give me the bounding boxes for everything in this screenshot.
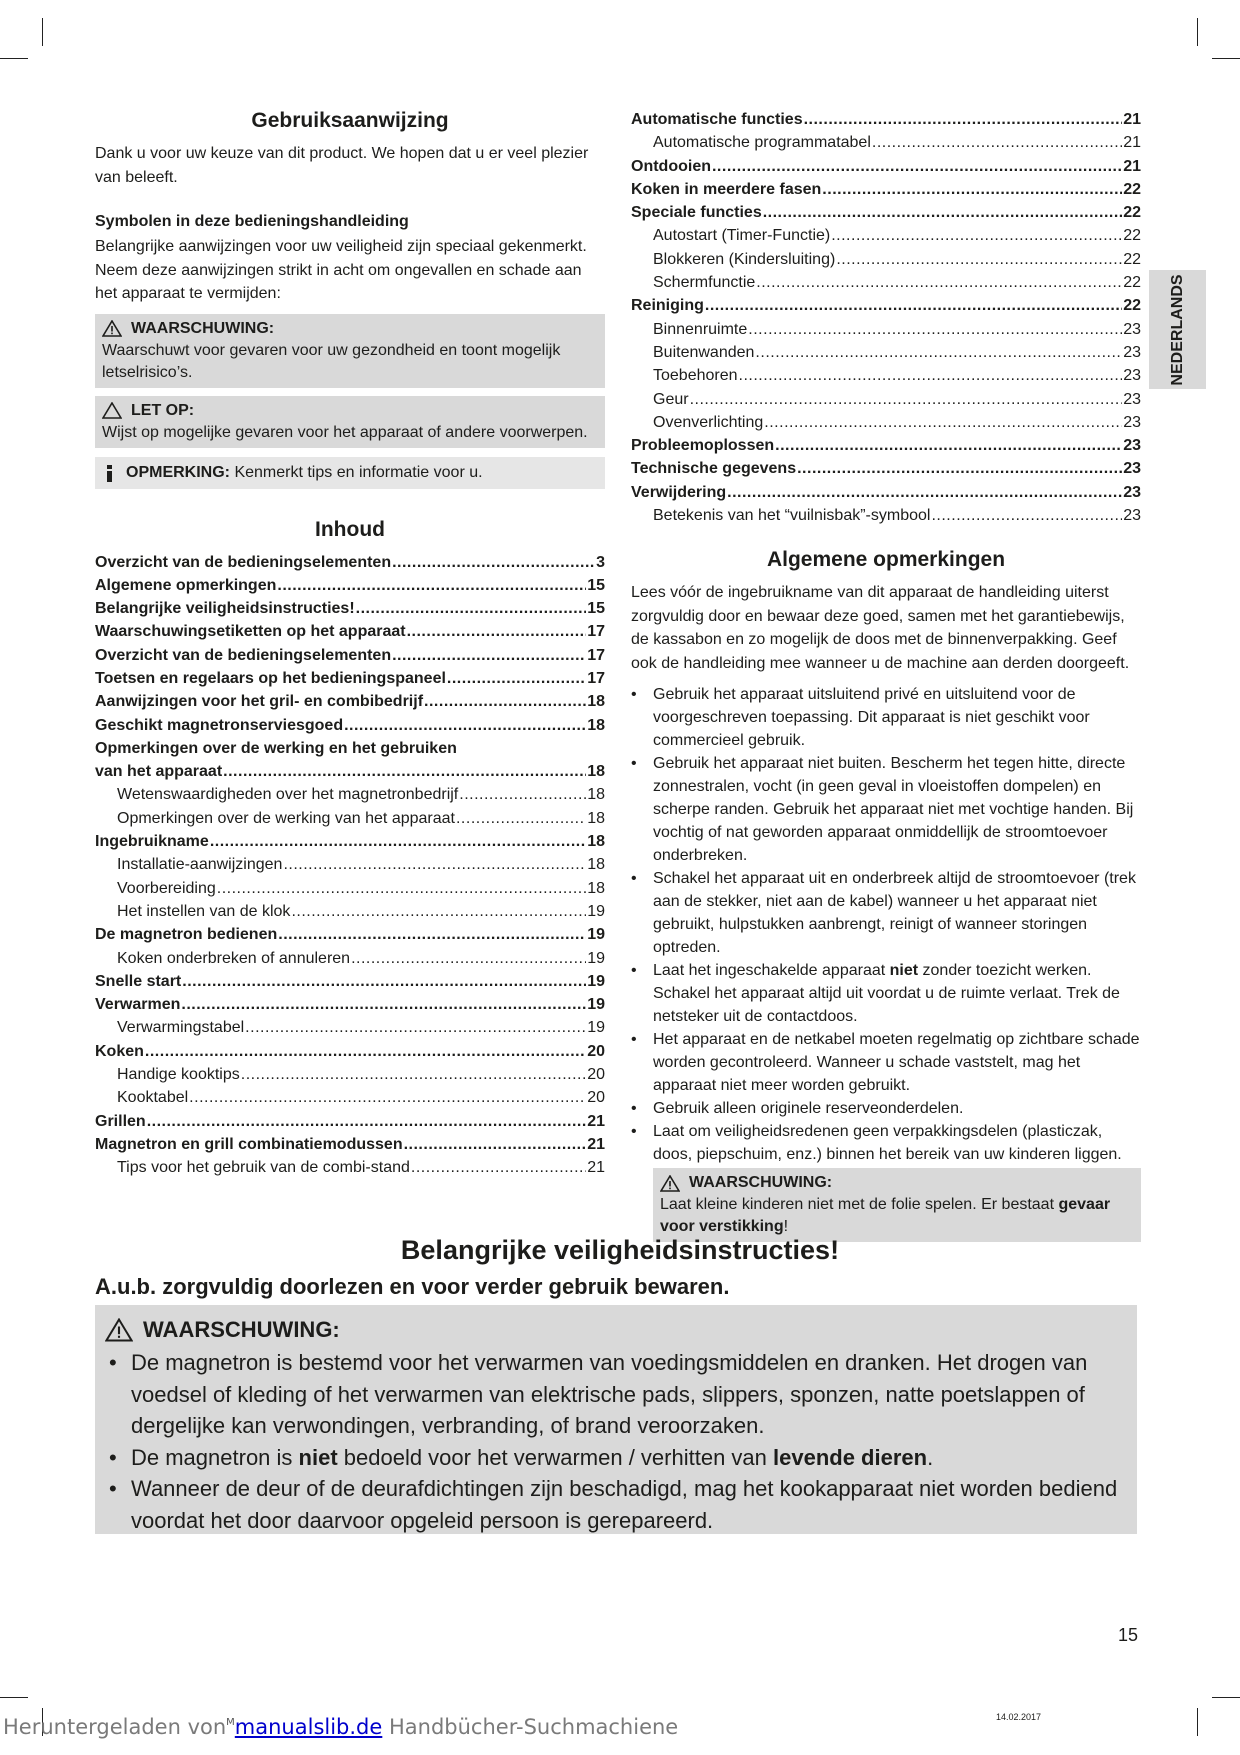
list-item: • Schakel het apparaat uit en onderbreek altijd de stroomtoevoer (trek aan de stekker, niet aan de kabel) wanneer u het apparaat niet gebruikt, hulpstukken aanbrengt, reinigt of wanneer storingen optreden. — [631, 867, 1141, 959]
toc-entry: Reiniging ..... 22 — [631, 294, 1141, 317]
warning-label: WAARSCHUWING: — [131, 319, 275, 337]
toc-page-number: 20 — [587, 1089, 605, 1107]
toc-entry: Betekenis van het “vuilnisbak”-symbool ..... 23 — [631, 504, 1141, 527]
toc-entry: Ovenverlichting ..... 23 — [631, 411, 1141, 434]
toc-page-number: 19 — [587, 902, 605, 920]
toc-entry: Geur ..... 23 — [631, 388, 1141, 411]
toc-entry: Snelle start ..... 19 — [95, 970, 605, 993]
general-bullet-list — [631, 683, 1141, 1166]
toc-entry: Speciale functies ..... 22 — [631, 201, 1141, 224]
toc-page-number: 15 — [587, 576, 605, 594]
toc-entry: Installatie-aanwijzingen ..... 18 — [95, 853, 605, 876]
toc-page-number: 23 — [1123, 367, 1141, 385]
toc-page-number: 18 — [587, 693, 605, 711]
crop-mark — [1197, 18, 1198, 46]
toc-entry: Technische gegevens ..... 23 — [631, 457, 1141, 480]
toc-page-number: 23 — [1123, 507, 1141, 525]
list-item: • Gebruik alleen originele reserveonderdelen. — [631, 1097, 1141, 1120]
crop-mark — [0, 1697, 28, 1698]
toc-entry: De magnetron bedienen ..... 19 — [95, 923, 605, 946]
toc-entry: Probleemoplossen ..... 23 — [631, 434, 1141, 457]
safety-title: Belangrijke veiligheidsinstructies! — [400, 1235, 840, 1265]
list-item: • Laat om veiligheidsredenen geen verpakkingsdelen (plasticzak, doos, piepschuim, enz.) binnen het bereik van uw kinderen liggen. — [631, 1120, 1141, 1166]
toc-entry: Automatische programmatabel ..... 21 — [631, 131, 1141, 154]
toc-entry: van het apparaat ..... 18 — [95, 760, 605, 783]
toc-page-number: 22 — [1123, 297, 1141, 315]
toc-entry: Tips voor het gebruik van de combi-stand ..... 21 — [95, 1156, 605, 1179]
language-tab — [1149, 270, 1206, 389]
toc-page-number: 23 — [1123, 460, 1141, 478]
toc-page-number: 18 — [587, 856, 605, 874]
caution-box — [95, 396, 605, 448]
warning-triangle-icon — [105, 1318, 133, 1342]
toc-entry: Ontdooien ..... 21 — [631, 155, 1141, 178]
print-date: 14.02.2017 — [996, 1712, 1042, 1722]
toc-page-number: 19 — [587, 972, 605, 990]
toc-left — [95, 551, 605, 1180]
toc-page-number: 23 — [1123, 343, 1141, 361]
toc-page-number: 23 — [1123, 437, 1141, 455]
toc-page-number: 17 — [587, 623, 605, 641]
note-box — [95, 457, 605, 489]
toc-entry: Verwarmingstabel ..... 19 — [95, 1016, 605, 1039]
toc-entry: Grillen ..... 21 — [95, 1110, 605, 1133]
crop-mark — [1197, 1708, 1198, 1736]
toc-page-number: 20 — [587, 1066, 605, 1084]
toc-page-number: 20 — [587, 1042, 605, 1060]
toc-page-number: 21 — [587, 1159, 605, 1177]
safety-bullet-list — [105, 1347, 1125, 1536]
toc-right — [631, 108, 1141, 527]
toc-page-number: 19 — [587, 949, 605, 967]
toc-page-number: 3 — [596, 553, 605, 571]
warning-box — [95, 314, 605, 388]
toc-entry: Toetsen en regelaars op het bedieningspaneel ..... 17 — [95, 667, 605, 690]
download-footer: Heruntergeladen von$^M$manualslib.de Handbücher-Suchmachiene — [3, 1715, 679, 1739]
toc-page-number: 18 — [587, 786, 605, 804]
right-column — [631, 108, 1141, 1242]
toc-page-number: 18 — [587, 763, 605, 781]
info-icon — [105, 465, 114, 481]
toc-entry: Autostart (Timer-Functie) ..... 22 — [631, 224, 1141, 247]
toc-entry: Opmerkingen over de werking en het gebruiken — [95, 739, 457, 757]
toc-page-number: 21 — [1123, 157, 1141, 175]
toc-entry: Toebehoren ..... 23 — [631, 364, 1141, 387]
crop-mark — [42, 18, 43, 46]
safety-warning-label: WAARSCHUWING: — [143, 1317, 340, 1342]
toc-page-number: 23 — [1123, 390, 1141, 408]
toc-entry: Overzicht van de bedieningselementen ..... 17 — [95, 644, 605, 667]
toc-entry: Ingebruikname ..... 18 — [95, 830, 605, 853]
toc-entry: Opmerkingen over de werking van het apparaat ..... 18 — [95, 807, 605, 830]
toc-page-number: 23 — [1123, 413, 1141, 431]
toc-page-number: 22 — [1123, 274, 1141, 292]
toc-entry: Wetenswaardigheden over het magnetronbedrijf ..... 18 — [95, 783, 605, 806]
manualslib-link[interactable]: manualslib.de — [234, 1715, 383, 1739]
toc-page-number: 18 — [587, 879, 605, 897]
toc-entry: Algemene opmerkingen ..... 15 — [95, 574, 605, 597]
toc-page-number: 18 — [587, 833, 605, 851]
toc-page-number: 19 — [587, 1019, 605, 1037]
list-item: • Het apparaat en de netkabel moeten regelmatig op zichtbare schade worden gecontroleerd. Wanneer u schade vaststelt, mag het apparaat niet meer worden gebruikt. — [631, 1028, 1141, 1097]
warning-text: Waarschuwt voor gevaren voor uw gezondheid en toont mogelijk letselrisico’s. — [102, 341, 561, 381]
caution-text: Wijst op mogelijke gevaren voor het apparaat of andere voorwerpen. — [102, 423, 588, 441]
section-title-general: Algemene opmerkingen — [766, 548, 1006, 572]
toc-entry: Voorbereiding ..... 18 — [95, 877, 605, 900]
toc-page-number: 21 — [1123, 134, 1141, 152]
list-item: • Laat het ingeschakelde apparaat niet zonder toezicht werken. Schakel het apparaat altijd uit voordat u de ruimte verlaat. Trek de netsteker uit de contactdoos. — [631, 959, 1141, 1028]
toc-entry: Koken in meerdere fasen ..... 22 — [631, 178, 1141, 201]
safety-item: • De magnetron is niet bedoeld voor het verwarmen / verhitten van levende dieren. — [105, 1442, 1125, 1474]
toc-page-number: 17 — [587, 669, 605, 687]
safety-item: • De magnetron is bestemd voor het verwarmen van voedingsmiddelen en dranken. Het drogen van voedsel of kleding of het verwarmen van elektrische pads, slippers, sponzen, natte poetslappen of dergelijke kan verwondingen, verbranding, of brand veroorzaken. — [105, 1347, 1125, 1442]
toc-entry: Kooktabel ..... 20 — [95, 1086, 605, 1109]
toc-page-number: 17 — [587, 646, 605, 664]
toc-page-number: 18 — [587, 809, 605, 827]
toc-entry: Schermfunctie ..... 22 — [631, 271, 1141, 294]
warning-triangle-icon — [660, 1175, 680, 1192]
toc-page-number: 19 — [587, 926, 605, 944]
toc-page-number: 22 — [1123, 227, 1141, 245]
toc-entry: Belangrijke veiligheidsinstructies! ..... 15 — [95, 597, 605, 620]
symbols-heading: Symbolen in deze bedieningshandleiding — [95, 213, 409, 230]
safety-item: • Wanneer de deur of de deurafdichtingen zijn beschadigd, mag het kookapparaat niet worden bediend voordat het door daarvoor opgeleid persoon is gerepareerd. — [105, 1473, 1125, 1536]
toc-entry: Binnenruimte ..... 23 — [631, 318, 1141, 341]
toc-page-number: 21 — [587, 1112, 605, 1130]
toc-entry: Magnetron en grill combinatiemodussen ..... 21 — [95, 1133, 605, 1156]
toc-entry: Automatische functies ..... 21 — [631, 108, 1141, 131]
toc-page-number: 23 — [1123, 483, 1141, 501]
list-item: • Gebruik het apparaat niet buiten. Bescherm het tegen hitte, directe zonnestralen, vocht (in geen geval in vloeistoffen dompelen) en scherpe randen. Gebruik het apparaat niet met vochtige handen. Bij vochtig of nat geworden apparaat onmiddellijk de stroomtoevoer onderbreken. — [631, 752, 1141, 867]
toc-entry: Blokkeren (Kindersluiting) ..... 22 — [631, 248, 1141, 271]
general-intro: Lees vóór de ingebruikname van dit apparaat de handleiding uiterst zorgvuldig door en bewaar deze goed, samen met het garantiebewijs, de kassabon en zo mogelijk de doos met de binnenverpakking. Geef ook de handleiding mee wanneer u de machine aan derden doorgeeft. — [631, 584, 1130, 672]
left-column — [95, 108, 605, 1180]
toc-entry: Geschikt magnetronserviesgoed ..... 18 — [95, 714, 605, 737]
list-item: • Gebruik het apparaat uitsluitend privé en uitsluitend voor de voorgeschreven toepassing. Dit apparaat is niet geschikt voor commercieel gebruik. — [631, 683, 1141, 752]
toc-entry: Verwijdering ..... 23 — [631, 481, 1141, 504]
crop-mark — [1212, 1697, 1240, 1698]
caution-label: LET OP: — [131, 401, 195, 419]
toc-entry: Buitenwanden ..... 23 — [631, 341, 1141, 364]
warning-triangle-icon — [102, 320, 122, 337]
toc-page-number: 22 — [1123, 204, 1141, 222]
toc-entry: Aanwijzingen voor het gril- en combibedrijf ..... 18 — [95, 690, 605, 713]
warning-foil-text: Laat kleine kinderen niet met de folie spelen. Er bestaat gevaar voor verstikking! — [660, 1196, 1111, 1236]
safety-warning-box — [95, 1305, 1137, 1534]
warning-label: WAARSCHUWING: — [689, 1174, 833, 1192]
toc-entry: Handige kooktips ..... 20 — [95, 1063, 605, 1086]
toc-entry: Overzicht van de bedieningselementen ..... 3 — [95, 551, 605, 574]
toc-page-number: 19 — [587, 996, 605, 1014]
section-title-instructions: Gebruiksaanwijzing — [251, 109, 449, 132]
intro-text: Dank u voor uw keuze van dit product. We hopen dat u er veel plezier van beleeft. — [95, 145, 589, 186]
toc-entry: Koken ..... 20 — [95, 1040, 605, 1063]
crop-mark — [1212, 58, 1240, 59]
toc-page-number: 18 — [587, 716, 605, 734]
caution-triangle-icon — [102, 402, 122, 419]
language-tab-label: NEDERLANDS — [1168, 273, 1186, 386]
toc-page-number: 23 — [1123, 320, 1141, 338]
toc-entry: Het instellen van de klok ..... 19 — [95, 900, 605, 923]
toc-entry: Waarschuwingsetiketten op het apparaat ..... 17 — [95, 620, 605, 643]
toc-page-number: 21 — [587, 1135, 605, 1153]
toc-page-number: 21 — [1123, 111, 1141, 128]
toc-title: Inhoud — [315, 517, 385, 541]
symbols-text: Belangrijke aanwijzingen voor uw veiligheid zijn speciaal gekenmerkt. Neem deze aanwijzingen strikt in acht om ongevallen en schade aan het apparaat te vermijden: — [95, 238, 587, 302]
warning-box-foil — [653, 1168, 1141, 1242]
toc-page-number: 22 — [1123, 250, 1141, 268]
page-number: 15 — [1118, 1625, 1139, 1645]
crop-mark — [0, 58, 28, 59]
toc-page-number: 15 — [587, 600, 605, 618]
toc-page-number: 22 — [1123, 180, 1141, 198]
note-label: OPMERKING: — [126, 463, 230, 481]
note-text: Kenmerkt tips en informatie voor u. — [230, 463, 483, 481]
toc-entry: Verwarmen ..... 19 — [95, 993, 605, 1016]
toc-entry: Koken onderbreken of annuleren ..... 19 — [95, 947, 605, 970]
safety-subtitle: A.u.b. zorgvuldig doorlezen en voor verder gebruik bewaren. — [95, 1274, 730, 1299]
